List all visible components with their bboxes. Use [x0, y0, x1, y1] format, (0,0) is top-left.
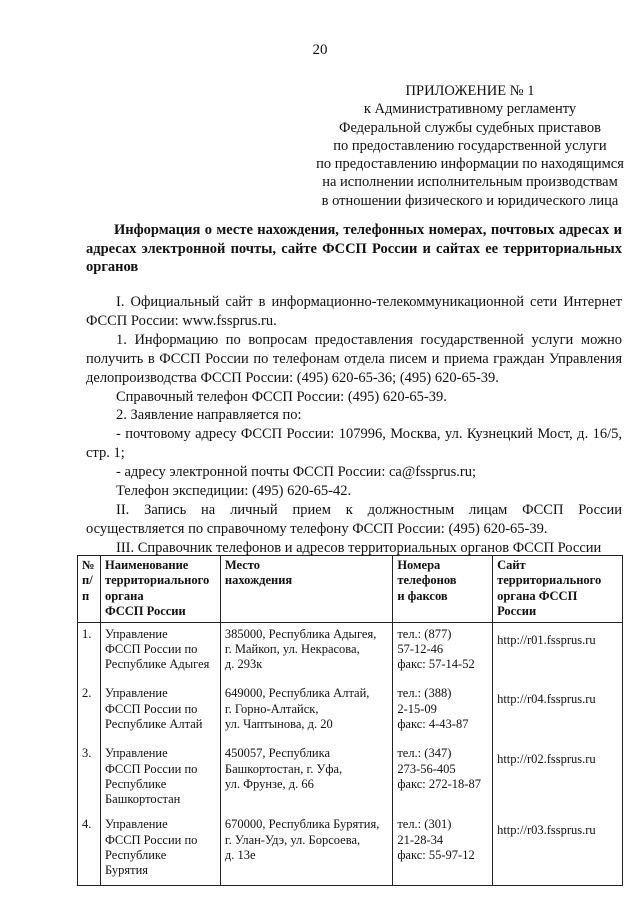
paragraph: - адресу электронной почты ФССП России: ca@fssprus.ru; [116, 464, 477, 481]
cell-line: ФССП России по [104, 832, 198, 847]
cell-line: 649000, Республика Алтай, [224, 686, 370, 701]
header-name [100, 556, 220, 623]
row-number: 1. [78, 622, 101, 682]
paragraph: 1. Информацию по вопросам предоставления государственной услуги можно получить в ФССП России по телефонам отдела писем и приема граждан Управления делопроизводства ФССП России: (495) 620-65-36; (495) 620-65-39. [86, 331, 622, 386]
cell-line: ул. Фрунзе, д. 66 [224, 776, 314, 791]
cell-line: г. Горно-Алтайск, [224, 701, 319, 716]
office-name [100, 742, 220, 813]
table-row [78, 622, 623, 682]
row-number: 2. [78, 682, 101, 742]
cell-line: факс: 55-97-12 [397, 847, 475, 862]
territorial-offices-table [77, 555, 623, 886]
cell-line: тел.: (301) [397, 817, 452, 832]
office-phones [393, 813, 493, 885]
office-address [220, 682, 392, 742]
document-body [86, 293, 622, 558]
cell-line: факс: 272-18-87 [397, 776, 481, 791]
appendix-line: по предоставлению информации по находящимся [316, 156, 624, 173]
appendix-header [280, 82, 640, 210]
header-line: Номера [397, 558, 441, 572]
header-line: п/п [82, 573, 93, 603]
cell-line: факс: 57-14-52 [397, 657, 475, 672]
cell-line: д. 13е [224, 847, 256, 862]
header-line: телефонов [397, 573, 457, 588]
cell-line: Управление [104, 626, 168, 641]
paragraph: II. Запись на личный прием к должностным лицам ФССП России осуществляется по справочному телефону ФССП России: (495) 620-65-39. [86, 501, 622, 537]
cell-line: Управление [104, 746, 168, 761]
paragraph: III. Справочник телефонов и адресов территориальных органов ФССП России [116, 539, 602, 556]
cell-line: 57-12-46 [397, 642, 444, 657]
header-line: органа [104, 588, 144, 603]
header-line: Сайт [497, 558, 526, 572]
page-number: 20 [312, 42, 328, 58]
header-site [493, 556, 623, 623]
cell-line: 385000, Республика Адыгея, [224, 626, 377, 641]
header-phones [393, 556, 493, 623]
paragraph: Справочный телефон ФССП России: (495) 620-65-39. [116, 388, 447, 405]
table-row [78, 813, 623, 885]
appendix-line: в отношении физического и юридического лица [321, 192, 619, 209]
cell-line: тел.: (347) [397, 746, 452, 761]
table-row [78, 682, 623, 742]
header-line: Место [224, 558, 261, 572]
cell-line: ул. Чаптынова, д. 20 [224, 716, 333, 731]
cell-line: Башкортостан, г. Уфа, [224, 761, 343, 776]
header-line: органа ФССП [497, 588, 578, 603]
cell-line: тел.: (877) [397, 626, 452, 641]
appendix-line: к Административному регламенту [363, 101, 577, 118]
cell-line: Башкортостан [104, 792, 181, 807]
cell-line: тел.: (388) [397, 686, 452, 701]
cell-line: 670000, Республика Бурятия, [224, 817, 380, 832]
header-line: нахождения [224, 573, 293, 588]
office-site-link[interactable]: http://r03.fssprus.ru [493, 813, 623, 885]
cell-line: ФССП России по [104, 642, 198, 657]
cell-line: Республике Адыгея [104, 657, 210, 672]
office-phones [393, 742, 493, 813]
cell-line: ФССП России по [104, 761, 198, 776]
office-phones [393, 682, 493, 742]
appendix-line: Федеральной службы судебных приставов [338, 119, 602, 136]
row-number: 3. [78, 742, 101, 813]
cell-line: 273-56-405 [397, 761, 456, 776]
appendix-line: по предоставлению государственной услуги [333, 137, 607, 154]
paragraph: - почтовому адресу ФССП России: 107996, Москва, ул. Кузнецкий Мост, д. 16/5, стр. 1; [86, 426, 622, 462]
office-site-link[interactable]: http://r04.fssprus.ru [493, 682, 623, 742]
row-number: 4. [78, 813, 101, 885]
office-address [220, 622, 392, 682]
office-site-link[interactable]: http://r02.fssprus.ru [493, 742, 623, 813]
header-line: России [497, 604, 537, 619]
office-name [100, 622, 220, 682]
cell-line: 2-15-09 [397, 701, 437, 716]
office-address [220, 742, 392, 813]
office-name [100, 813, 220, 885]
document-title [86, 221, 622, 277]
cell-line: 21-28-34 [397, 832, 444, 847]
header-line: Наименование [104, 558, 189, 572]
cell-line: Управление [104, 817, 168, 832]
header-location [220, 556, 392, 623]
cell-line: Республике [104, 847, 167, 862]
appendix-line: на исполнении исполнительным производствам [322, 174, 618, 191]
cell-line: факс: 4-43-87 [397, 716, 469, 731]
paragraph: I. Официальный сайт в информационно-телекоммуникационной сети Интернет ФССП России: www.fssprus.ru. [86, 294, 622, 329]
header-number [78, 556, 101, 623]
appendix-line: ПРИЛОЖЕНИЕ № 1 [405, 83, 535, 99]
cell-line: Управление [104, 686, 168, 701]
cell-line: Республике Алтай [104, 716, 203, 731]
paragraph: Телефон экспедиции: (495) 620-65-42. [116, 483, 352, 500]
cell-line: д. 293к [224, 657, 263, 672]
header-line: территориального [497, 573, 602, 588]
cell-line: г. Майкоп, ул. Некрасова, [224, 642, 360, 657]
table-row [78, 742, 623, 813]
office-phones [393, 622, 493, 682]
cell-line: Республике [104, 776, 167, 791]
title-text: Информация о месте нахождения, телефонных номерах, почтовых адресах и адресах электронной почты, сайте ФССП России и сайтах ее территориальных органов [86, 222, 622, 275]
cell-line: г. Улан-Удэ, ул. Борсоева, [224, 832, 361, 847]
cell-line: Бурятия [104, 863, 149, 878]
paragraph: 2. Заявление направляется по: [116, 407, 302, 424]
office-address [220, 813, 392, 885]
cell-line: ФССП России по [104, 701, 198, 716]
header-line: и факсов [397, 588, 448, 603]
header-line: ФССП России [104, 604, 186, 619]
header-line: территориального [104, 573, 210, 588]
cell-line: 450057, Республика [224, 746, 331, 761]
office-site-link[interactable]: http://r01.fssprus.ru [493, 622, 623, 682]
office-name [100, 682, 220, 742]
header-line: № [82, 558, 95, 572]
